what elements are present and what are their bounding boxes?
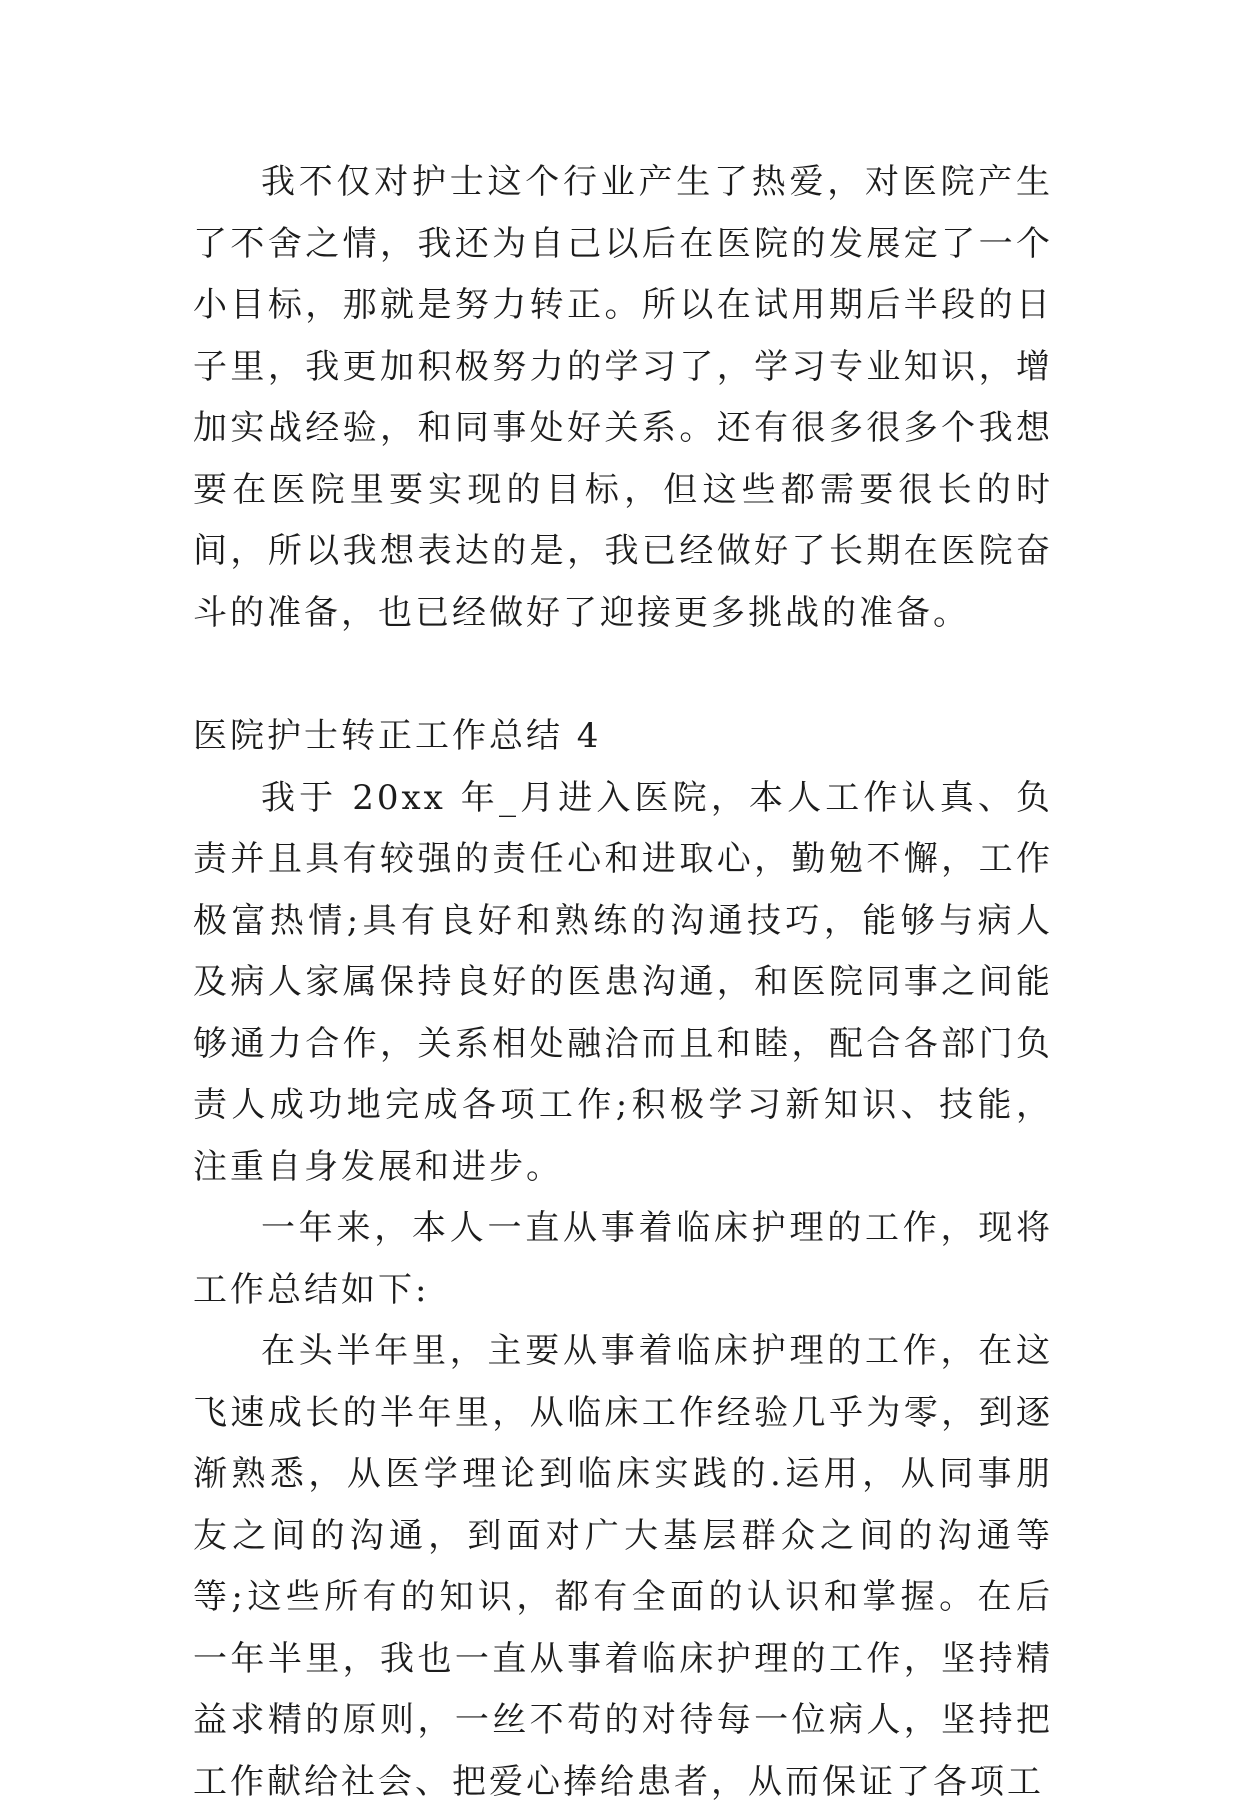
- paragraph-commitment: 我不仅对护士这个行业产生了热爱，对医院产生了不舍之情，我还为自己以后在医院的发展定了一个小目标，那就是努力转正。所以在试用期后半段的日子里，我更加积极努力的学习了，学习专业知识，增加实战经验，和同事处好关系。还有很多很多个我想要在医院里要实现的目标，但这些都需要很长的时间，所以我想表达的是，我已经做好了长期在医院奋斗的准备，也已经做好了迎接更多挑战的准备。: [193, 162, 1053, 633]
- document-body: [193, 152, 1053, 1813]
- paragraph-first-half-year: 在头半年里，主要从事着临床护理的工作，在这飞速成长的半年里，从临床工作经验几乎为零，到逐渐熟悉，从医学理论到临床实践的.运用，从同事朋友之间的沟通，到面对广大基层群众之间的沟通等等;这些所有的知识，都有全面的认识和掌握。在后一年半里，我也一直从事着临床护理的工作，坚持精益求精的原则，一丝不苟的对待每一位病人，坚持把工作献给社会、把爱心捧给患者，从而保证了各项工: [193, 1331, 1053, 1802]
- paragraph-introduction: 我于 20xx 年_月进入医院，本人工作认真、负责并且具有较强的责任心和进取心，勤勉不懈，工作极富热情;具有良好和熟练的沟通技巧，能够与病人及病人家属保持良好的医患沟通，和医院同事之间能够通力合作，关系相处融洽而且和睦，配合各部门负责人成功地完成各项工作;积极学习新知识、技能，注重自身发展和进步。: [193, 777, 1053, 1187]
- section-heading: 医院护士转正工作总结 4: [193, 716, 602, 756]
- paragraph-summary-lead: 一年来，本人一直从事着临床护理的工作，现将工作总结如下:: [193, 1208, 1053, 1310]
